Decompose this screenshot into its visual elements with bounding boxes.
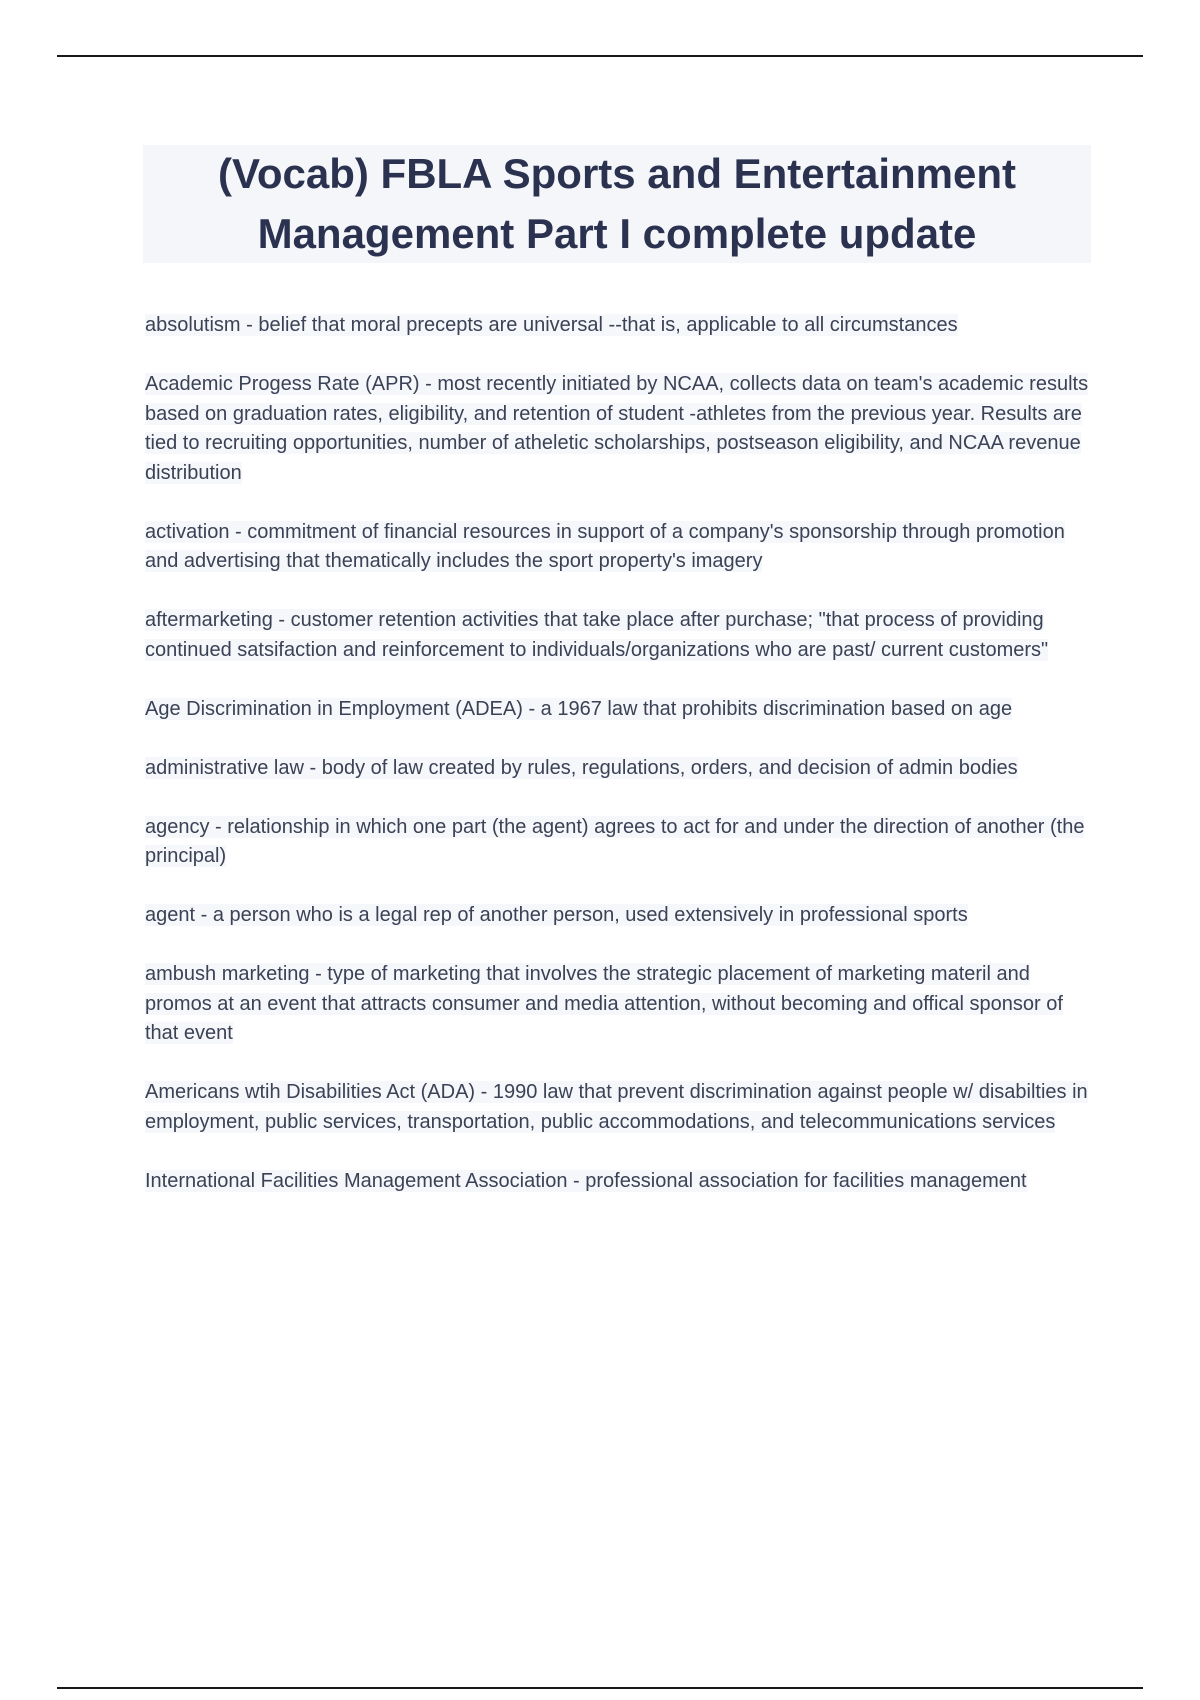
vocab-entry-text: Age Discrimination in Employment (ADEA) - a 1967 law that prohibits discrimination based on age (145, 697, 1013, 720)
vocab-entry-ifma (145, 1167, 1090, 1197)
vocab-entry-text: activation - commitment of financial resources in support of a company's sponsorship through promotion and advertising that thematically includes the sport property's imagery (145, 520, 1065, 572)
vocab-entry-text: ambush marketing - type of marketing that involves the strategic placement of marketing materil and promos at an event that attracts consumer and media attention, without becoming and offical sponsor of that event (145, 963, 1063, 1044)
vocab-entry-text: Academic Progess Rate (APR) - most recently initiated by NCAA, collects data on team's academic results based on graduation rates, eligibility, and retention of student -athletes from the previous year. Results are tied to recruiting opportunities, number of atheletic scholarships, postseason eligibility, and NCAA revenue distribution (145, 373, 1089, 484)
vocab-entry-absolutism (145, 311, 1090, 341)
vocab-entry-text: administrative law - body of law created by rules, regulations, orders, and decision of admin bodies (145, 756, 1018, 779)
title-box (143, 145, 1091, 263)
page-title-line-2: Management Part I complete update (257, 210, 977, 257)
vocab-entry-ambush-marketing (145, 960, 1090, 1049)
top-rule (57, 55, 1143, 57)
vocab-entry-text: aftermarketing - customer retention activities that take place after purchase; "that process of providing continued satsifaction and reinforcement to individuals/organizations who are past/ current customers" (145, 609, 1049, 661)
vocab-entry-ada (145, 1078, 1090, 1137)
vocab-entry-text: International Facilities Management Association - professional association for facilities management (145, 1169, 1027, 1192)
vocab-entry-text: agency - relationship in which one part (the agent) agrees to act for and under the direction of another (the principal) (145, 815, 1085, 867)
vocab-entry-administrative-law (145, 754, 1090, 784)
vocab-entry-text: agent - a person who is a legal rep of another person, used extensively in professional sports (145, 904, 968, 926)
page-title-line-1: (Vocab) FBLA Sports and Entertainment (217, 150, 1017, 197)
bottom-rule (57, 1687, 1143, 1689)
vocab-entry-text: Americans wtih Disabilities Act (ADA) - 1990 law that prevent discrimination against people w/ disabilties in employment, public services, transportation, public accommodations, and telecommunications services (145, 1081, 1088, 1133)
vocab-entry-aftermarketing (145, 606, 1090, 665)
vocab-entry-apr (145, 370, 1090, 488)
vocab-entry-activation (145, 518, 1090, 577)
vocab-entry-adea (145, 695, 1090, 725)
vocab-entry-text: absolutism - belief that moral precepts are universal --that is, applicable to all circumstances (145, 314, 958, 336)
vocab-list (145, 311, 1090, 1226)
vocab-entry-agency (145, 813, 1090, 872)
vocab-entry-agent (145, 901, 1090, 931)
